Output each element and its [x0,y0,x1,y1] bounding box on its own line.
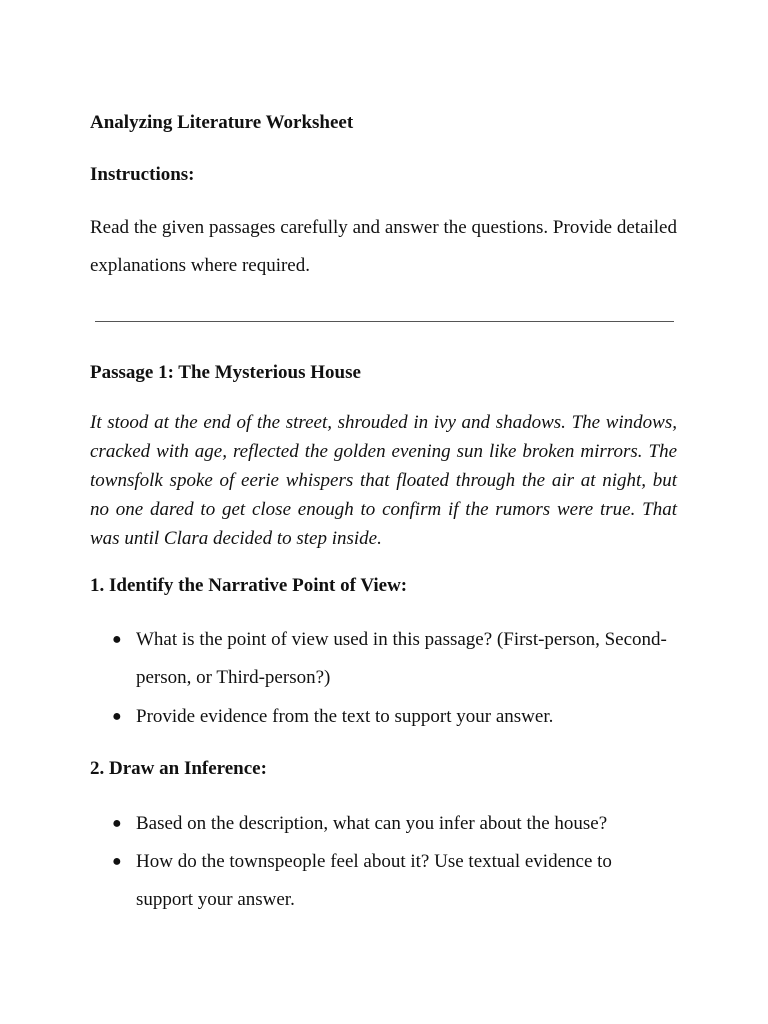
section-divider [95,321,674,322]
question-2-heading: 2. Draw an Inference: [90,758,267,779]
passage-heading: Passage 1: The Mysterious House [90,362,361,383]
question-1-bullet-2 [112,698,672,736]
instructions-text: Read the given passages carefully and answer the questions. Provide detailed explanations where required. [90,217,677,276]
question-1-bullet-1-text: What is the point of view used in this passage? (First-person, Second-person, or Third-person?) [136,629,667,688]
bullet-icon: ● [112,815,122,832]
question-1-bullet-2-text: Provide evidence from the text to support your answer. [136,706,554,727]
question-2-bullet-1-text: Based on the description, what can you infer about the house? [136,813,608,834]
bullet-icon: ● [112,853,122,870]
question-2-bullet-2-text: How do the townspeople feel about it? Use textual evidence to support your answer. [136,851,612,910]
document-title: Analyzing Literature Worksheet [90,112,354,133]
instructions-heading: Instructions: [90,164,195,185]
bullet-icon: ● [112,631,122,648]
question-2-bullet-1 [112,805,672,843]
passage-text: It stood at the end of the street, shrouded in ivy and shadows. The windows, cracked with age, reflected the golden evening sun like broken mirrors. The townsfolk spoke of eerie whispers that floated through the air at night, but no one dared to get close enough to confirm if the rumors were true. That was until Clara decided to step inside. [90,412,677,549]
question-1-bullet-1 [112,621,672,697]
question-1-heading: 1. Identify the Narrative Point of View: [90,575,408,596]
question-2-bullet-2 [112,843,672,919]
bullet-icon: ● [112,708,122,725]
